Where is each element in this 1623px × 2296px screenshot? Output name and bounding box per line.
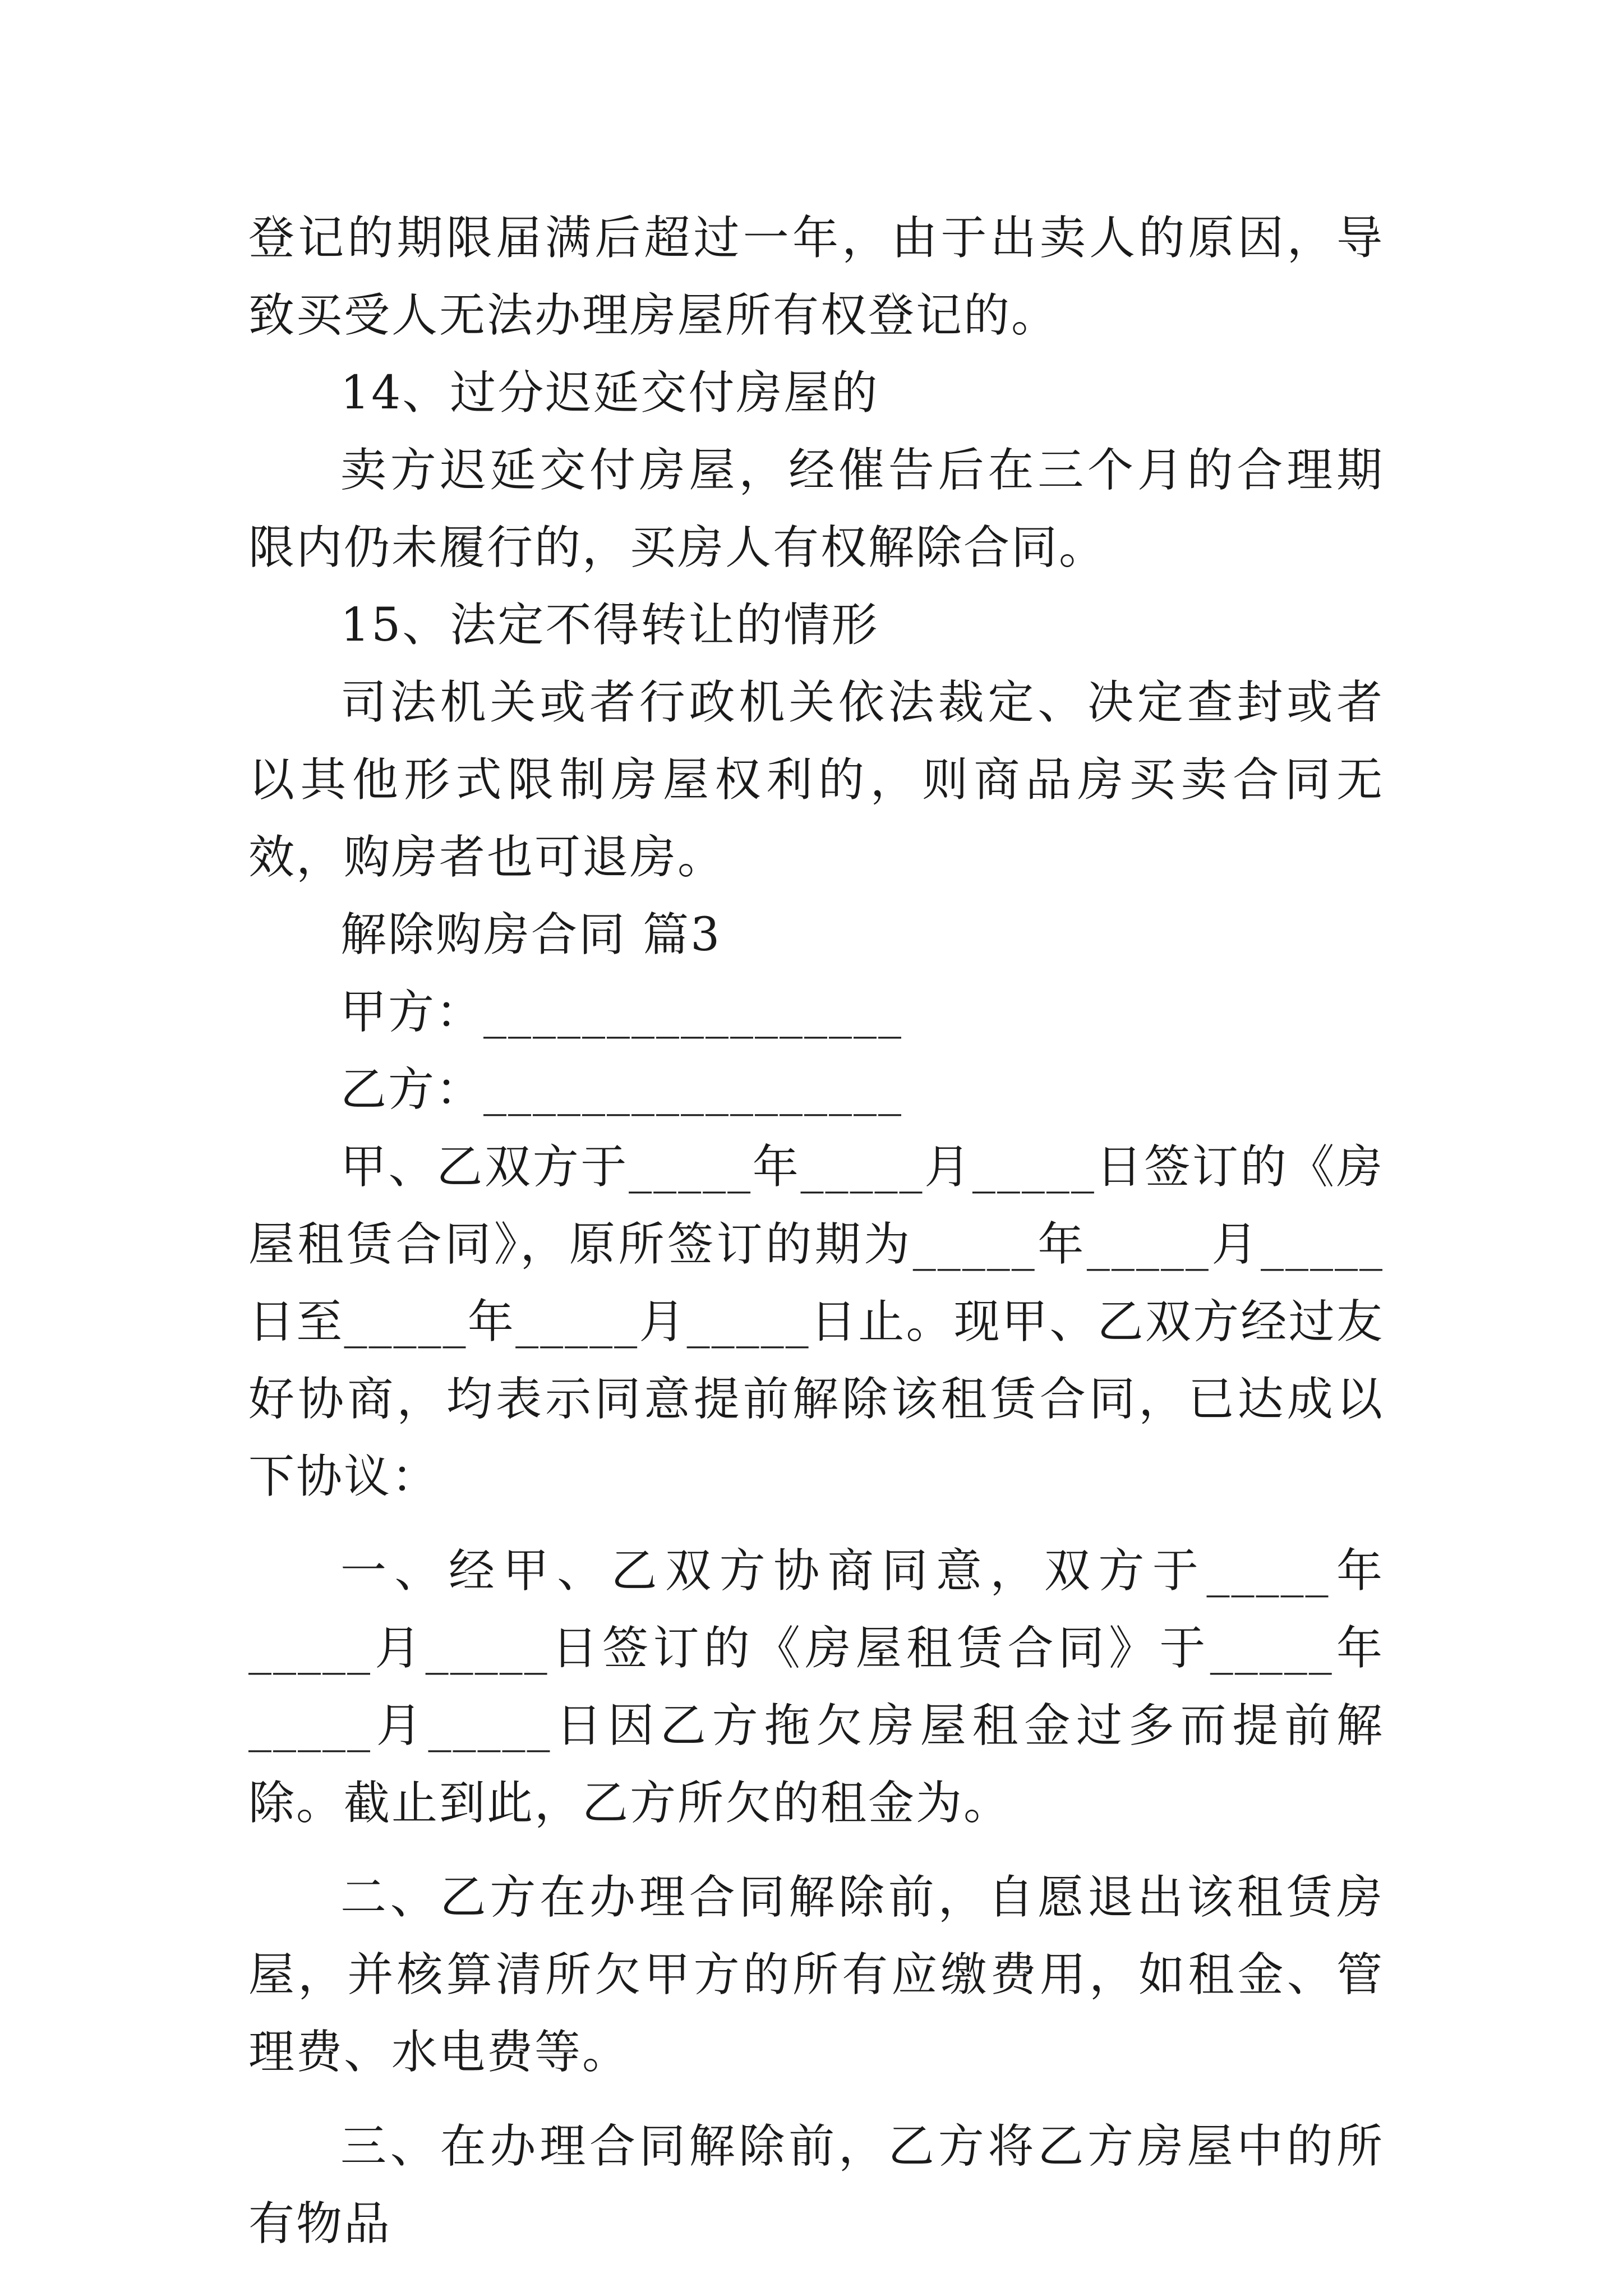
paragraph-legal-restriction: 司法机关或者行政机关依法裁定、决定查封或者以其他形式限制房屋权利的，则商品房买卖合同无效，购房者也可退房。 (248, 676, 1384, 884)
heading-item-15: 15、法定不得转让的情形 (340, 599, 879, 652)
party-a-line: 甲方：_________________ (340, 986, 903, 1039)
clause-one: 一、经甲、乙双方协商同意，双方于_____年_____月_____日签订的《房屋租赁合同》于_____年_____月_____日因乙方拖欠房屋租金过多而提前解除。截止到此，乙方所欠的租金为。 (248, 1544, 1384, 1830)
paragraph-agreement-intro: 甲、乙双方于_____年_____月_____日签订的《房屋租赁合同》，原所签订的期为_____年_____月_____日至_____年_____月_____日止。现甲、乙双方经过友好协商，均表示同意提前解除该租赁合同，已达成以下协议： (248, 1140, 1384, 1503)
paragraph-registration-deadline: 登记的期限届满后超过一年，由于出卖人的原因，导致买受人无法办理房屋所有权登记的。 (248, 211, 1384, 342)
paragraph-delayed-delivery: 卖方迟延交付房屋，经催告后在三个月的合理期限内仍未履行的，买房人有权解除合同。 (248, 444, 1384, 574)
document-body (248, 200, 1384, 2263)
clause-two: 二、乙方在办理合同解除前，自愿退出该租赁房屋，并核算清所欠甲方的所有应缴费用，如租金、管理费、水电费等。 (248, 1871, 1384, 2079)
heading-item-14: 14、过分迟延交付房屋的 (340, 366, 879, 420)
party-b-line: 乙方：_________________ (340, 1063, 903, 1116)
section-title: 解除购房合同 篇3 (340, 908, 722, 961)
clause-three: 三、在办理合同解除前，乙方将乙方房屋中的所有物品 (248, 2120, 1384, 2251)
